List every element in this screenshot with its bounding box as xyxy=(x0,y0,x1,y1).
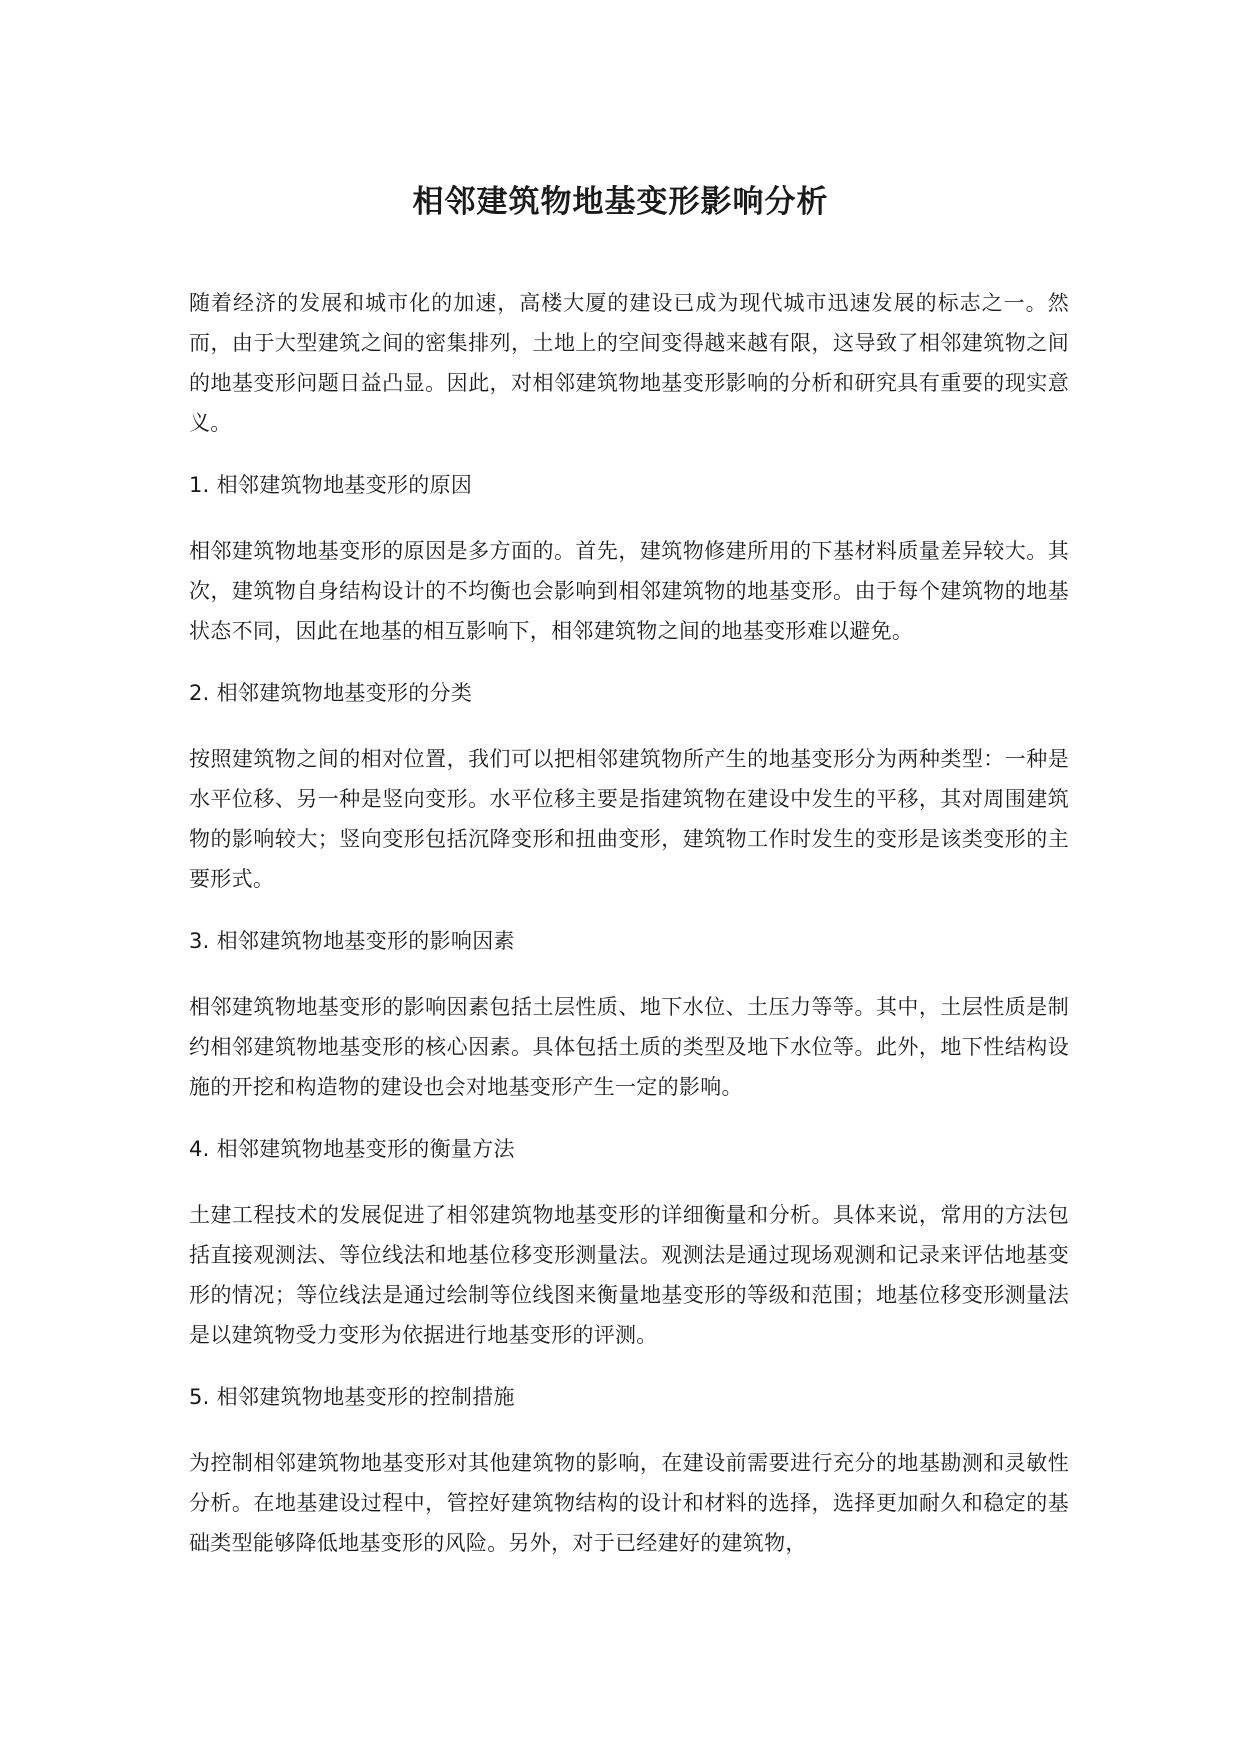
section-2-body: 按照建筑物之间的相对位置，我们可以把相邻建筑物所产生的地基变形分为两种类型：一种是水平位移、另一种是竖向变形。水平位移主要是指建筑物在建设中发生的平移，其对周围建筑物的影响较大；竖向变形包括沉降变形和扭曲变形，建筑物工作时发生的变形是该类变形的主要形式。 xyxy=(189,747,1069,891)
section-3-heading: 3. 相邻建筑物地基变形的影响因素 xyxy=(189,929,515,953)
section-3-body: 相邻建筑物地基变形的影响因素包括土层性质、地下水位、土压力等等。其中，土层性质是制约相邻建筑物地基变形的核心因素。具体包括土质的类型及地下水位等。此外，地下性结构设施的开挖和构造物的建设也会对地基变形产生一定的影响。 xyxy=(189,995,1069,1099)
document-title: 相邻建筑物地基变形影响分析 xyxy=(412,184,829,220)
section-2-heading: 2. 相邻建筑物地基变形的分类 xyxy=(189,681,473,705)
section-1-body: 相邻建筑物地基变形的原因是多方面的。首先，建筑物修建所用的下基材料质量差异较大。其次，建筑物自身结构设计的不均衡也会影响到相邻建筑物的地基变形。由于每个建筑物的地基状态不同，因此在地基的相互影响下，相邻建筑物之间的地基变形难以避免。 xyxy=(189,539,1069,643)
intro-paragraph: 随着经济的发展和城市化的加速，高楼大厦的建设已成为现代城市迅速发展的标志之一。然而，由于大型建筑之间的密集排列，土地上的空间变得越来越有限，这导致了相邻建筑物之间的地基变形问题日益凸显。因此，对相邻建筑物地基变形影响的分析和研究具有重要的现实意义。 xyxy=(189,291,1069,435)
section-4-body: 土建工程技术的发展促进了相邻建筑物地基变形的详细衡量和分析。具体来说，常用的方法包括直接观测法、等位线法和地基位移变形测量法。观测法是通过现场观测和记录来评估地基变形的情况；等位线法是通过绘制等位线图来衡量地基变形的等级和范围；地基位移变形测量法是以建筑物受力变形为依据进行地基变形的评测。 xyxy=(189,1203,1069,1347)
section-4-heading: 4. 相邻建筑物地基变形的衡量方法 xyxy=(189,1137,515,1161)
section-1-heading: 1. 相邻建筑物地基变形的原因 xyxy=(189,473,473,497)
section-5-heading: 5. 相邻建筑物地基变形的控制措施 xyxy=(189,1385,515,1409)
document-body xyxy=(189,283,1069,1585)
section-5-body: 为控制相邻建筑物地基变形对其他建筑物的影响，在建设前需要进行充分的地基勘测和灵敏性分析。在地基建设过程中，管控好建筑物结构的设计和材料的选择，选择更加耐久和稳定的基础类型能够降低地基变形的风险。另外，对于已经建好的建筑物， xyxy=(189,1451,1069,1555)
